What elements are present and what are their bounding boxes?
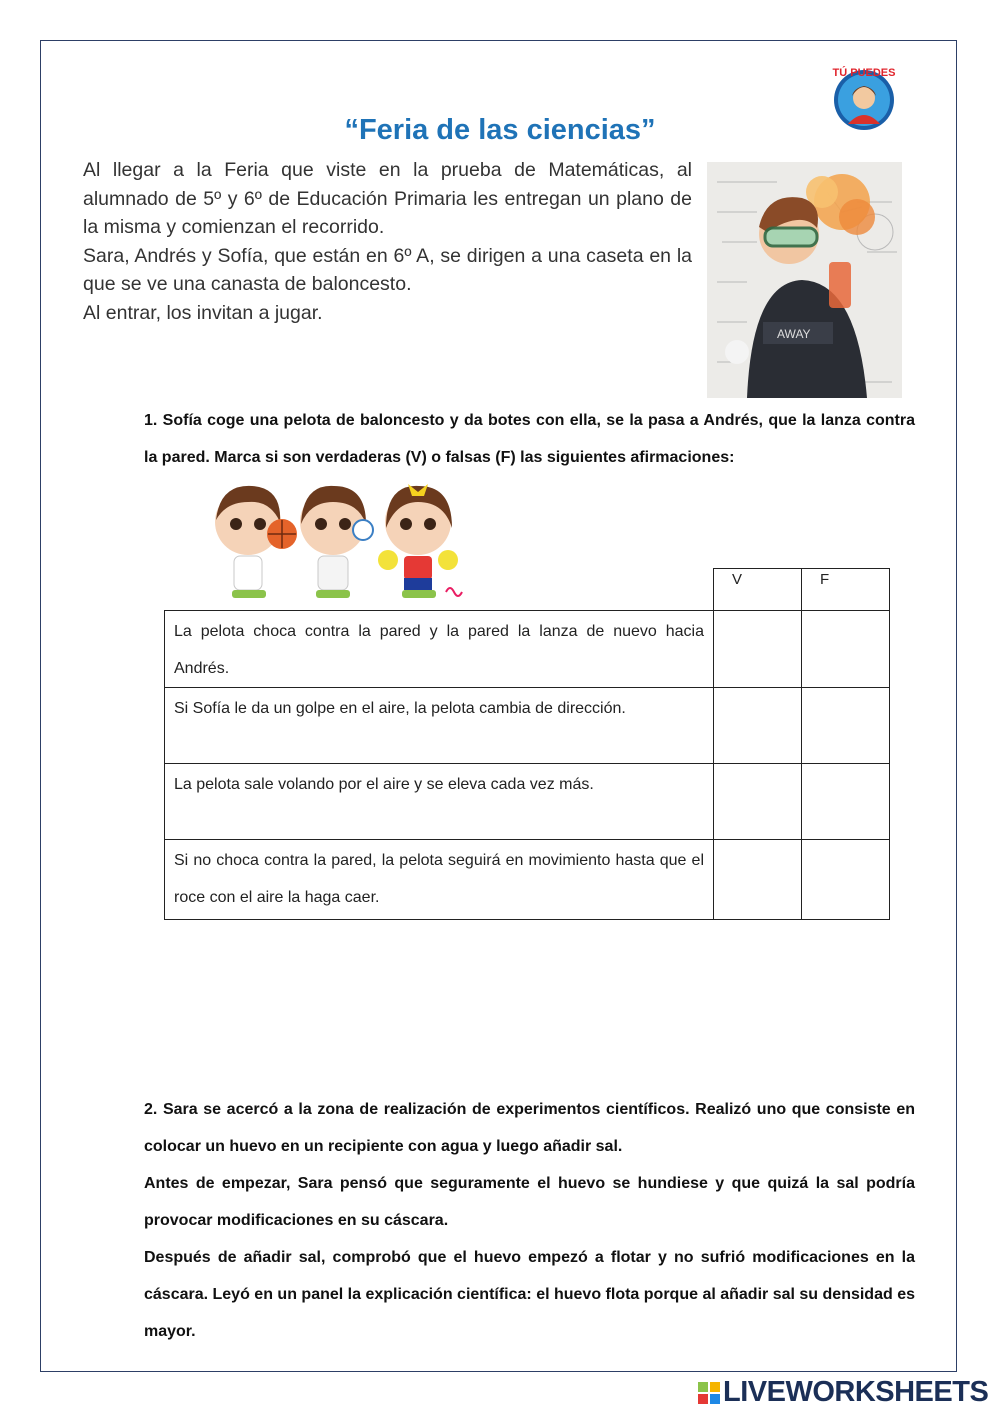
statement-text: La pelota choca contra la pared y la pared la lanza de nuevo hacia Andrés. <box>165 611 714 688</box>
svg-text:TÚ PUEDES: TÚ PUEDES <box>832 67 896 79</box>
liveworksheets-logo-text: LIVEWORKSHEETS <box>723 1376 989 1408</box>
table-row <box>165 764 890 840</box>
table-row <box>165 611 890 688</box>
answer-cell-v[interactable] <box>714 840 802 920</box>
answer-cell-v[interactable] <box>714 688 802 764</box>
statement-text: La pelota sale volando por el aire y se eleva cada vez más. <box>165 764 714 840</box>
table-row <box>165 688 890 764</box>
table-header-row <box>165 569 890 611</box>
question-1 <box>144 402 915 476</box>
column-header-f: F <box>802 569 890 611</box>
svg-text:AWAY: AWAY <box>777 327 811 341</box>
intro-text <box>83 156 692 327</box>
column-header-v: V <box>714 569 802 611</box>
intro-paragraph: Al entrar, los invitan a jugar. <box>83 301 323 324</box>
answer-cell-f[interactable] <box>802 840 890 920</box>
statement-text: Si Sofía le da un golpe en el aire, la pelota cambia de dirección. <box>165 688 714 764</box>
question-1-text: 1. Sofía coge una pelota de baloncesto y da botes con ella, se la pasa a Andrés, que la lanza contra la pared. Marca si son verdaderas (V) o falsas (F) las siguientes afirmaciones: <box>144 412 915 466</box>
question-2-paragraph: Antes de empezar, Sara pensó que seguramente el huevo se hundiese y que quizá la sal podría provocar modificaciones en su cáscara. <box>144 1175 915 1229</box>
liveworksheets-logo-icon <box>698 1382 720 1404</box>
page-title: “Feria de las ciencias” <box>344 114 656 146</box>
answer-cell-f[interactable] <box>802 688 890 764</box>
intro-paragraph: Al llegar a la Feria que viste en la prueba de Matemáticas, al alumnado de 5º y 6º de Educación Primaria les entregan un plano de la misma y comienzan el recorrido. <box>83 159 692 238</box>
answer-cell-v[interactable] <box>714 611 802 688</box>
statement-text: Si no choca contra la pared, la pelota seguirá en movimiento hasta que el roce con el aire la haga caer. <box>165 840 714 920</box>
answer-cell-f[interactable] <box>802 611 890 688</box>
question-2 <box>144 1091 915 1350</box>
table-row <box>165 840 890 920</box>
intro-paragraph: Sara, Andrés y Sofía, que están en 6º A, se dirigen a una caseta en la que se ve una canasta de baloncesto. <box>83 244 692 295</box>
answer-cell-v[interactable] <box>714 764 802 840</box>
scientist-boy-photo <box>707 162 902 398</box>
question-2-paragraph: Después de añadir sal, comprobó que el huevo empezó a flotar y no sufrió modificaciones en la cáscara. Leyó en un panel la explicación científica: el huevo flota porque al añadir sal su densidad es mayor. <box>144 1249 915 1340</box>
answer-cell-f[interactable] <box>802 764 890 840</box>
question-2-paragraph: 2. Sara se acercó a la zona de realización de experimentos científicos. Realizó uno que consiste en colocar un huevo en un recipiente con agua y luego añadir sal. <box>144 1101 915 1155</box>
true-false-table <box>164 568 890 920</box>
liveworksheets-logo[interactable] <box>698 1376 988 1409</box>
